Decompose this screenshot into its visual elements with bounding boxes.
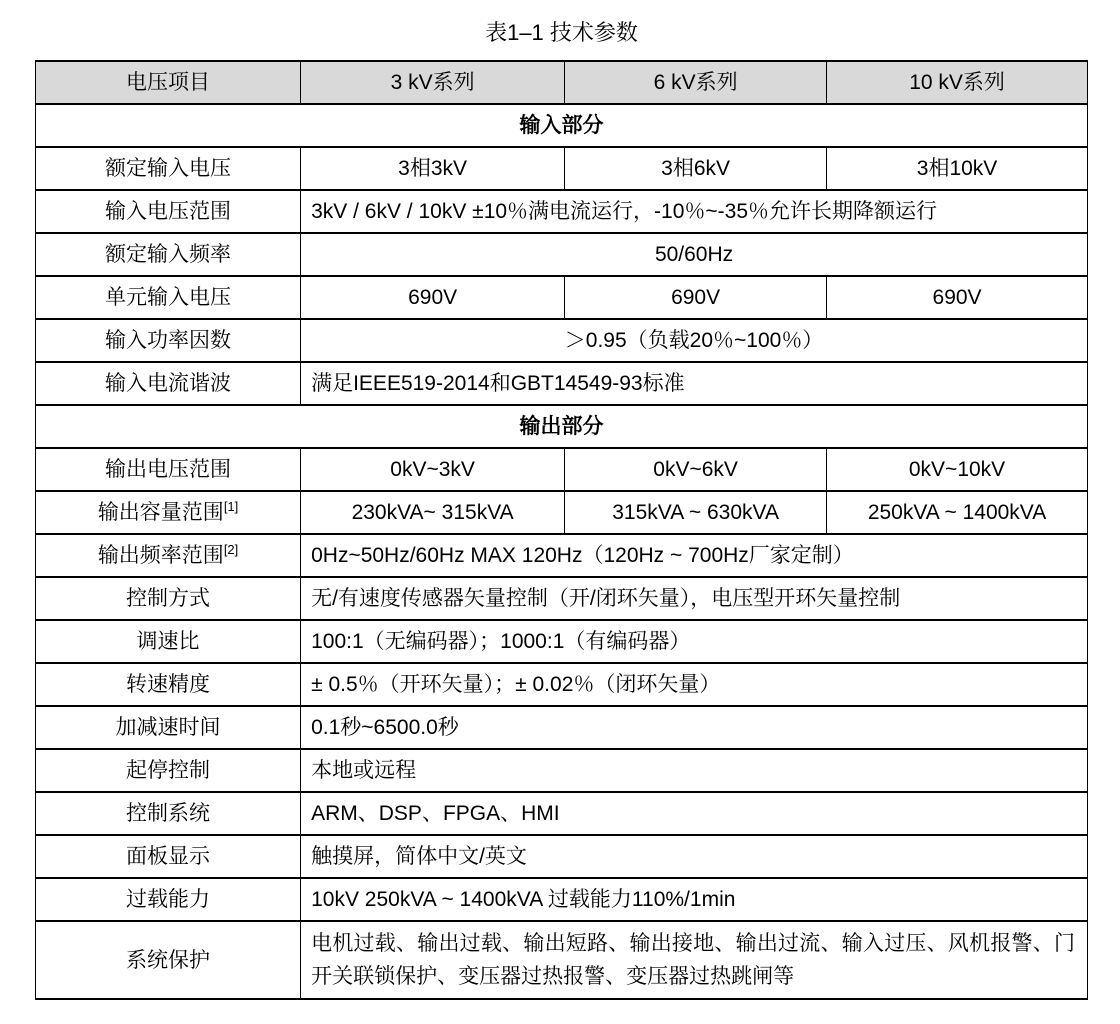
row-value-cell: 0Hz~50Hz/60Hz MAX 120Hz（120Hz ~ 700Hz厂家定制） xyxy=(301,534,1088,577)
table-row xyxy=(36,233,1088,276)
section-row xyxy=(36,104,1088,147)
row-value-cell: 10kV 250kVA ~ 1400kVA 过载能力110%/1min xyxy=(301,878,1088,921)
table-row xyxy=(36,921,1088,999)
table-row xyxy=(36,706,1088,749)
row-value-cell: 无/有速度传感器矢量控制（开/闭环矢量），电压型开环矢量控制 xyxy=(301,577,1088,620)
page-title: 表1–1 技术参数 xyxy=(485,20,638,45)
row-value-cell: 本地或远程 xyxy=(301,749,1088,792)
row-label: 加减速时间 xyxy=(115,716,221,739)
row-value-cell: 3相3kV xyxy=(301,147,565,190)
row-value-cell: 250kVA ~ 1400kVA xyxy=(827,491,1088,534)
row-label: 起停控制 xyxy=(126,759,211,782)
row-value-cell: 690V xyxy=(301,276,565,319)
row-label-cell xyxy=(36,663,301,706)
table-row xyxy=(36,749,1088,792)
row-value-cell: 3kV / 6kV / 10kV ±10％满电流运行，-10％~-35％允许长期降额运行 xyxy=(301,190,1088,233)
table-row xyxy=(36,276,1088,319)
row-value-cell: 3相10kV xyxy=(827,147,1088,190)
column-header: 3 kV系列 xyxy=(301,61,565,104)
table-row xyxy=(36,878,1088,921)
column-header: 10 kV系列 xyxy=(827,61,1088,104)
section-row xyxy=(36,405,1088,448)
row-label-cell xyxy=(36,577,301,620)
row-value-cell: 0kV~10kV xyxy=(827,448,1088,491)
row-label: 单元输入电压 xyxy=(105,286,232,309)
row-label-cell xyxy=(36,534,301,577)
table-row xyxy=(36,147,1088,190)
row-value-cell: 0.1秒~6500.0秒 xyxy=(301,706,1088,749)
row-value-cell: 0kV~6kV xyxy=(565,448,827,491)
row-label-cell xyxy=(36,620,301,663)
row-label-cell xyxy=(36,792,301,835)
row-value-cell: 230kVA~ 315kVA xyxy=(301,491,565,534)
row-label-cell xyxy=(36,878,301,921)
row-label-cell xyxy=(36,276,301,319)
row-label: 输入电流谐波 xyxy=(105,372,232,395)
column-header: 6 kV系列 xyxy=(565,61,827,104)
row-value-cell: 触摸屏，简体中文/英文 xyxy=(301,835,1088,878)
row-label: 额定输入电压 xyxy=(105,157,232,180)
row-label: 输入电压范围 xyxy=(105,200,232,223)
row-label-cell xyxy=(36,319,301,362)
table-row xyxy=(36,491,1088,534)
table-row xyxy=(36,319,1088,362)
column-header: 电压项目 xyxy=(36,61,301,104)
footnote-marker: [1] xyxy=(223,499,239,514)
row-value-cell: ARM、DSP、FPGA、HMI xyxy=(301,792,1088,835)
row-label: 面板显示 xyxy=(126,845,211,868)
table-row xyxy=(36,448,1088,491)
row-label: 输出频率范围 xyxy=(97,544,224,567)
row-value-cell: 100:1（无编码器）；1000:1（有编码器） xyxy=(301,620,1088,663)
row-label-cell xyxy=(36,362,301,405)
section-title: 输出部分 xyxy=(36,405,1088,448)
row-value-cell: 50/60Hz xyxy=(301,233,1088,276)
table-row xyxy=(36,835,1088,878)
table-row xyxy=(36,362,1088,405)
row-label-cell xyxy=(36,491,301,534)
table-row xyxy=(36,663,1088,706)
row-label-cell xyxy=(36,749,301,792)
row-label-cell xyxy=(36,233,301,276)
row-label: 转速精度 xyxy=(126,673,211,696)
row-value-cell: 0kV~3kV xyxy=(301,448,565,491)
row-label: 系统保护 xyxy=(126,948,211,972)
row-label: 输入功率因数 xyxy=(105,329,232,352)
row-label: 控制方式 xyxy=(126,587,211,610)
table-row xyxy=(36,190,1088,233)
row-label-cell xyxy=(36,835,301,878)
row-label-cell xyxy=(36,448,301,491)
spec-table-body xyxy=(36,104,1088,999)
row-label-cell xyxy=(36,706,301,749)
row-label: 额定输入频率 xyxy=(105,243,232,266)
footnote-marker: [2] xyxy=(223,542,239,557)
row-value-cell: 690V xyxy=(565,276,827,319)
table-row xyxy=(36,534,1088,577)
row-value-cell: 电机过载、输出过载、输出短路、输出接地、输出过流、输入过压、风机报警、门开关联锁保护、变压器过热报警、变压器过热跳闸等 xyxy=(301,921,1088,999)
row-label-cell xyxy=(36,190,301,233)
row-label: 调速比 xyxy=(136,630,200,653)
row-label: 输出电压范围 xyxy=(105,458,232,481)
row-value-cell: 3相6kV xyxy=(565,147,827,190)
table-row xyxy=(36,792,1088,835)
row-label: 输出容量范围 xyxy=(97,501,224,524)
table-row xyxy=(36,620,1088,663)
header-row xyxy=(36,61,1088,104)
row-value-cell: ＞0.95（负载20％~100％） xyxy=(301,319,1088,362)
row-label-cell xyxy=(36,147,301,190)
row-value-cell: ± 0.5％（开环矢量）；± 0.02％（闭环矢量） xyxy=(301,663,1088,706)
row-value-cell: 690V xyxy=(827,276,1088,319)
row-label: 过载能力 xyxy=(126,888,211,911)
row-label: 控制系统 xyxy=(126,802,211,825)
spec-table xyxy=(35,60,1088,1000)
section-title: 输入部分 xyxy=(36,104,1088,147)
row-label-cell xyxy=(36,921,301,999)
spec-table-head xyxy=(36,61,1088,104)
table-row xyxy=(36,577,1088,620)
row-value-cell: 满足IEEE519-2014和GBT14549-93标准 xyxy=(301,362,1088,405)
row-value-cell: 315kVA ~ 630kVA xyxy=(565,491,827,534)
